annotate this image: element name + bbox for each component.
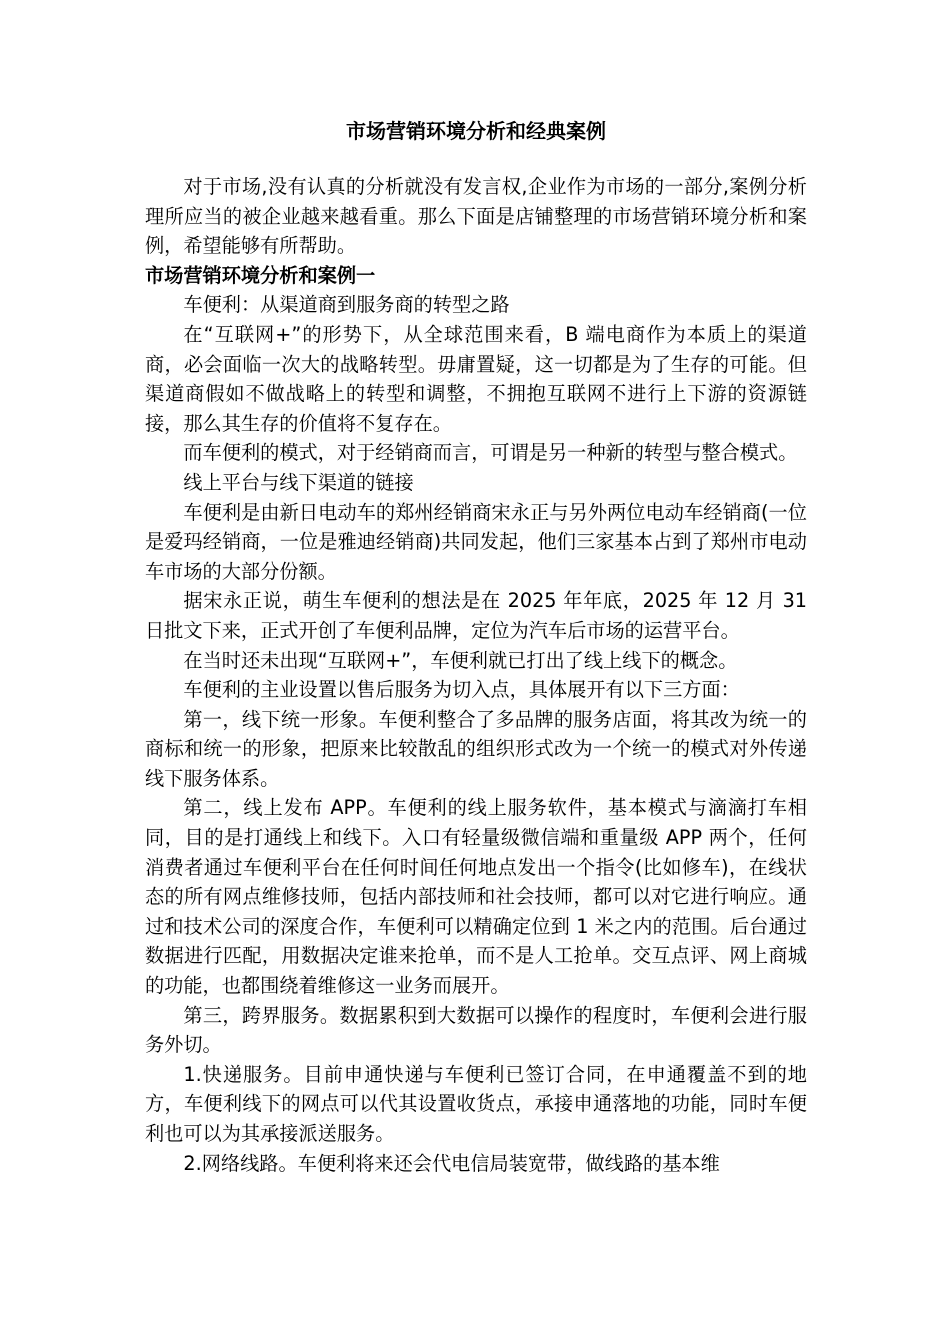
intro-paragraph: 对于市场,没有认真的分析就没有发言权,企业作为市场的一部分,案例分析理所应当的被企业越来越看重。那么下面是店铺整理的市场营销环境分析和案例，希望能够有所帮助。 (145, 175, 807, 258)
body-paragraph: 在“互联网+”的形势下，从全球范围来看，B 端电商作为本质上的渠道商，必会面临一次大的战略转型。毋庸置疑，这一切都是为了生存的可能。但渠道商假如不做战略上的转型和调整，不拥抱互联网不进行上下游的资源链接，那么其生存的价值将不复存在。 (145, 322, 807, 435)
body-paragraph: 在当时还未出现“互联网+”，车便利就已打出了线上线下的概念。 (183, 648, 738, 672)
body-paragraph: 据宋永正说，萌生车便利的想法是在 2025 年年底，2025 年 12 月 31 日批文下来，正式开创了车便利品牌，定位为汽车后市场的运营平台。 (145, 589, 807, 642)
body-paragraph: 车便利：从渠道商到服务商的转型之路 (183, 293, 510, 317)
document-title: 市场营销环境分析和经典案例 (346, 119, 606, 143)
section-heading: 市场营销环境分析和案例一 (145, 263, 376, 287)
body-paragraph: 第二，线上发布 APP。车便利的线上服务软件，基本模式与滴滴打车相同，目的是打通线上和线下。入口有轻量级微信端和重量级 APP 两个，任何消费者通过车便利平台在任何时间任何地点发出一个指令(比如修车)，在线状态的所有网点维修技师，包括内部技师和社会技师，都可以对它进行响应。通过和技术公司的深度合作，车便利可以精确定位到 1 米之内的范围。后台通过数据进行匹配，用数据决定谁来抢单，而不是人工抢单。交互点评、网上商城的功能，也都围绕着维修这一业务而展开。 (145, 796, 807, 998)
body-paragraph: 车便利的主业设置以售后服务为切入点，具体展开有以下三方面： (183, 678, 740, 702)
body-paragraph: 第三，跨界服务。数据累积到大数据可以操作的程度时，车便利会进行服务外切。 (145, 1003, 807, 1057)
body-paragraph: 第一，线下统一形象。车便利整合了多品牌的服务店面，将其改为统一的商标和统一的形象，把原来比较散乱的组织形式改为一个统一的模式对外传递线下服务体系。 (145, 707, 807, 790)
body-paragraph: 2.网络线路。车便利将来还会代电信局装宽带，做线路的基本维 (183, 1151, 720, 1175)
body-paragraph: 线上平台与线下渠道的链接 (183, 470, 414, 494)
document-page (145, 116, 807, 1178)
body-paragraph: 而车便利的模式，对于经销商而言，可谓是另一种新的转型与整合模式。 (183, 441, 798, 465)
body-paragraph: 1.快递服务。目前申通快递与车便利已签订合同，在申通覆盖不到的地方，车便利线下的网点可以代其设置收货点，承接申通落地的功能，同时车便利也可以为其承接派送服务。 (145, 1062, 807, 1145)
body-paragraph: 车便利是由新日电动车的郑州经销商宋永正与另外两位电动车经销商(一位是爱玛经销商，一位是雅迪经销商)共同发起，他们三家基本占到了郑州市电动车市场的大部分份额。 (145, 500, 807, 583)
